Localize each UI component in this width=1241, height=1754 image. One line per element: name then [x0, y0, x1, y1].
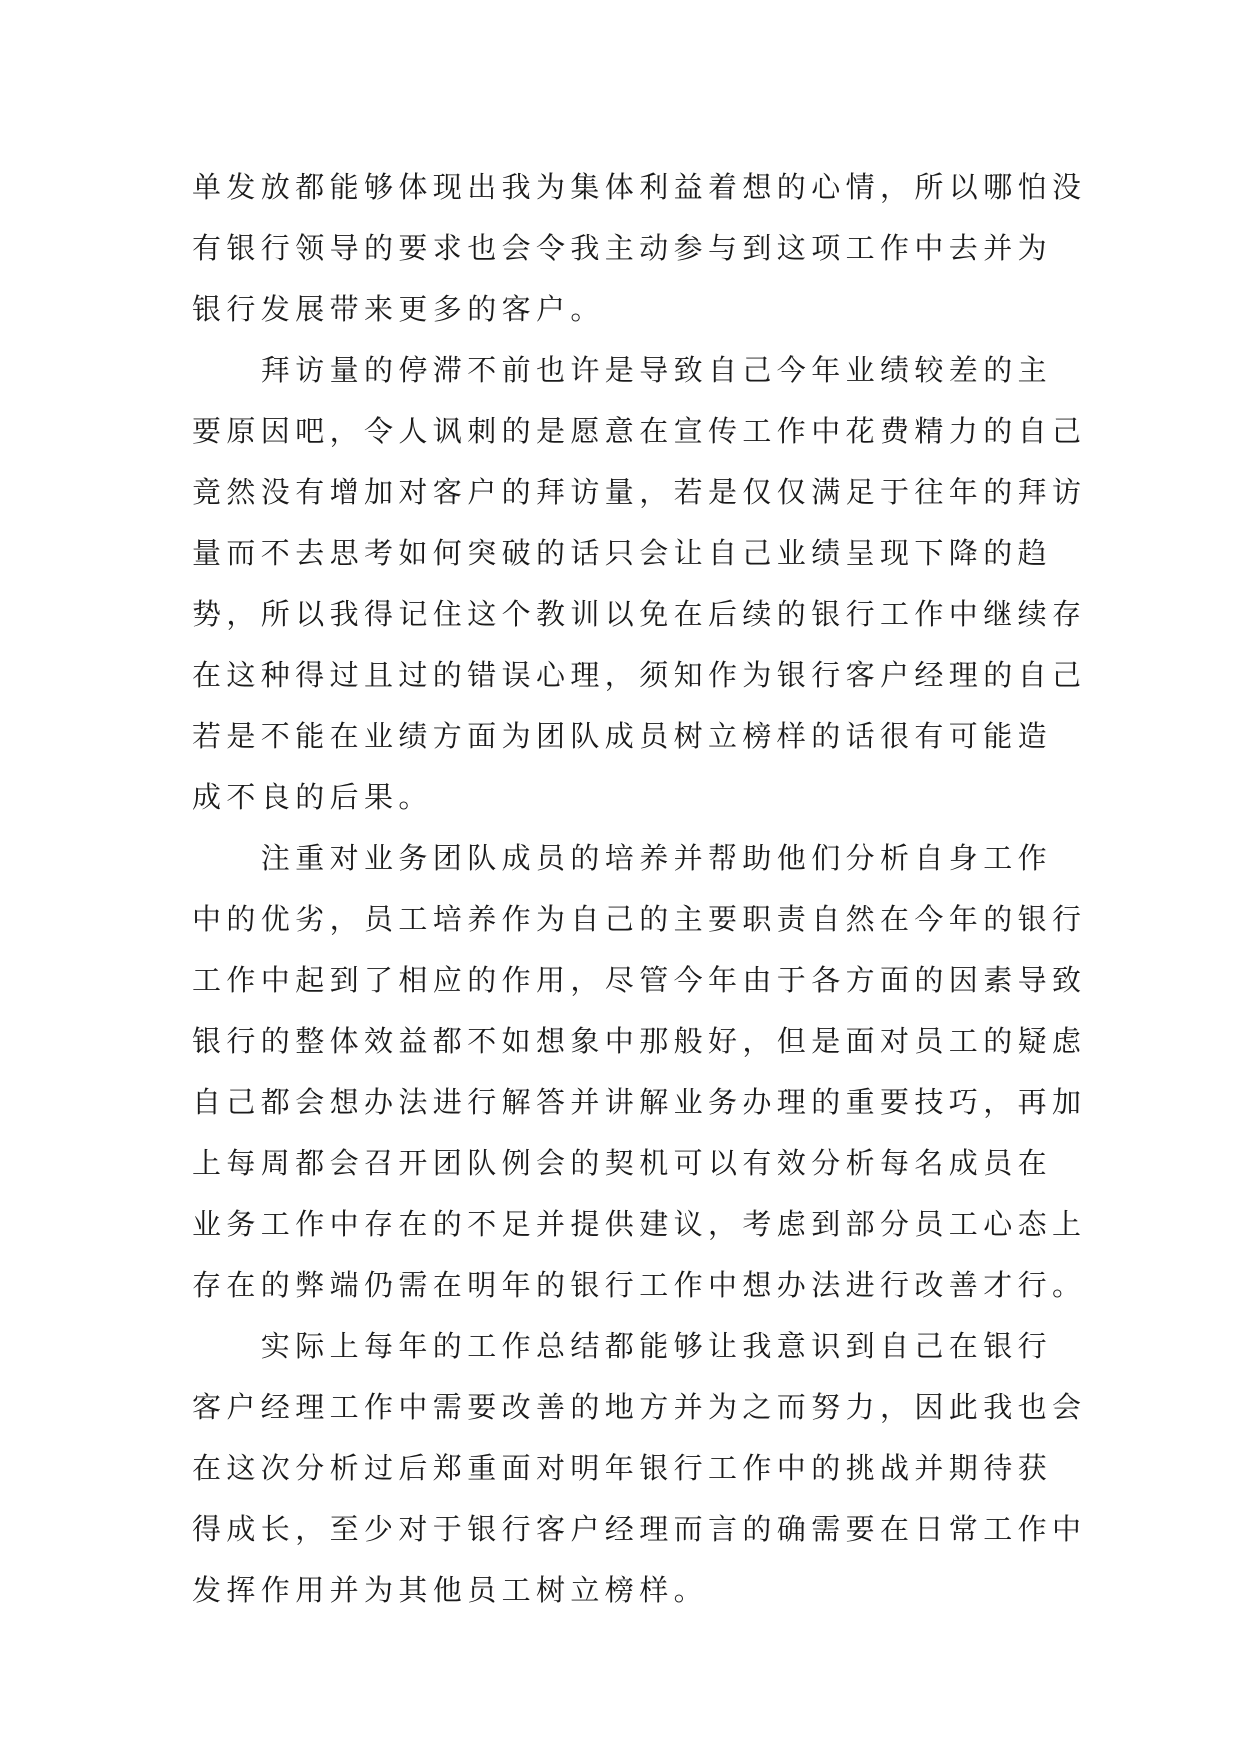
text-line: 有银行领导的要求也会令我主动参与到这项工作中去并为 — [192, 231, 1053, 265]
text-line: 实际上每年的工作总结都能够让我意识到自己在银行 — [192, 1329, 1053, 1363]
text-line: 竟然没有增加对客户的拜访量，若是仅仅满足于往年的拜访 — [192, 475, 1087, 509]
text-line: 发挥作用并为其他员工树立榜样。 — [192, 1573, 709, 1607]
text-line: 中的优劣，员工培养作为自己的主要职责自然在今年的银行 — [192, 902, 1087, 936]
text-line: 工作中起到了相应的作用，尽管今年由于各方面的因素导致 — [192, 963, 1087, 997]
text-line: 存在的弊端仍需在明年的银行工作中想办法进行改善才行。 — [192, 1268, 1087, 1302]
text-line: 在这种得过且过的错误心理，须知作为银行客户经理的自己 — [192, 658, 1087, 692]
text-line: 自己都会想办法进行解答并讲解业务办理的重要技巧，再加 — [192, 1085, 1087, 1119]
document-body — [192, 157, 1087, 1621]
paragraph-4 — [192, 1316, 1087, 1621]
text-line: 成不良的后果。 — [192, 780, 433, 814]
text-line: 在这次分析过后郑重面对明年银行工作中的挑战并期待获 — [192, 1451, 1053, 1485]
text-line: 业务工作中存在的不足并提供建议，考虑到部分员工心态上 — [192, 1207, 1087, 1241]
text-line: 单发放都能够体现出我为集体利益着想的心情，所以哪怕没 — [192, 170, 1087, 204]
paragraph-3 — [192, 828, 1087, 1316]
text-line: 若是不能在业绩方面为团队成员树立榜样的话很有可能造 — [192, 719, 1053, 753]
paragraph-1 — [192, 157, 1087, 340]
text-line: 银行发展带来更多的客户。 — [192, 292, 605, 326]
text-line: 银行的整体效益都不如想象中那般好，但是面对员工的疑虑 — [192, 1024, 1087, 1058]
text-line: 量而不去思考如何突破的话只会让自己业绩呈现下降的趋 — [192, 536, 1053, 570]
text-line: 客户经理工作中需要改善的地方并为之而努力，因此我也会 — [192, 1390, 1087, 1424]
text-line: 上每周都会召开团队例会的契机可以有效分析每名成员在 — [192, 1146, 1053, 1180]
text-line: 注重对业务团队成员的培养并帮助他们分析自身工作 — [192, 841, 1053, 875]
text-line: 拜访量的停滞不前也许是导致自己今年业绩较差的主 — [192, 353, 1053, 387]
text-line: 要原因吧，令人讽刺的是愿意在宣传工作中花费精力的自己 — [192, 414, 1087, 448]
text-line: 势，所以我得记住这个教训以免在后续的银行工作中继续存 — [192, 597, 1087, 631]
text-line: 得成长，至少对于银行客户经理而言的确需要在日常工作中 — [192, 1512, 1087, 1546]
paragraph-2 — [192, 340, 1087, 828]
